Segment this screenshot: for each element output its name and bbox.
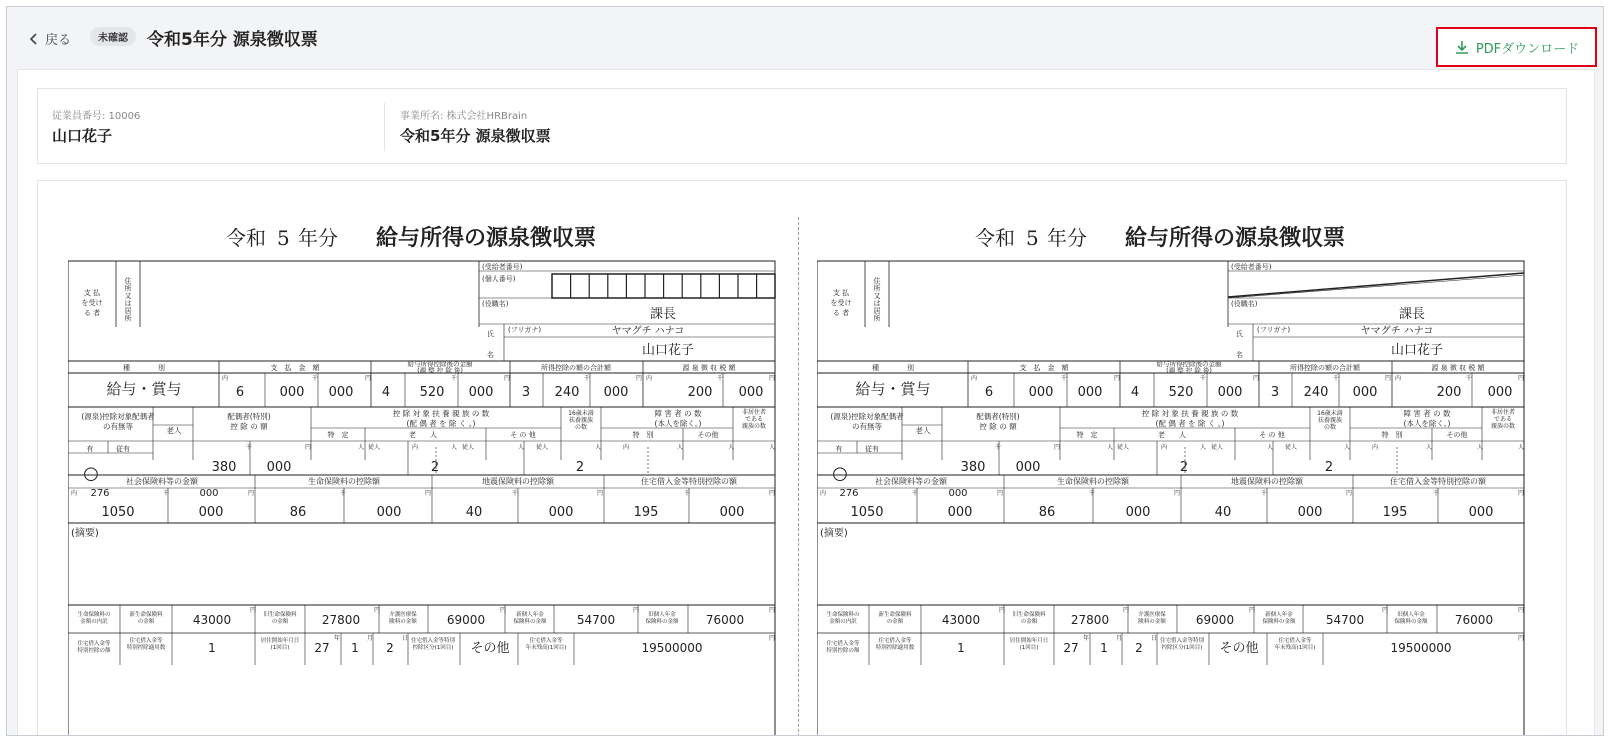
slip-unit-en: 円 — [248, 490, 255, 497]
slip-c1-label: 住宅借入金等特別控除の額 — [826, 641, 860, 654]
slip-quake-ins-yen: 000 — [548, 505, 574, 520]
slip-spouse-mark: ○ — [83, 463, 99, 484]
slip-unit-juunin: 従人 — [368, 444, 381, 451]
office-name: 事業所名: 株式会社HRBrain — [400, 111, 528, 122]
slip-b3-label: 旧生命保険料の金額 — [1012, 612, 1046, 625]
slip-furigana-label: (フリガナ) — [1257, 326, 1291, 334]
slip-unit-sen: 千 — [684, 490, 691, 497]
slip-unit-en: 円 — [997, 490, 1004, 497]
slip-c2-label: 住宅借入金等特別控除適用数 — [126, 638, 166, 651]
slip-b5-label: 新個人年金保険料の金額 — [513, 612, 547, 625]
slip-quake-ins-yen: 000 — [1297, 505, 1323, 520]
slip-disabled-label: 障 害 者 の 数(本人を除く。) — [654, 409, 702, 428]
slip-b6-value: 76000 — [1454, 613, 1494, 627]
document-name: 令和5年分 源泉徴収票 — [400, 127, 551, 145]
slip-b1-label: 生命保険料の金額の内訳 — [77, 612, 111, 625]
slip-tax-thousand: 200 — [687, 385, 713, 400]
slip-unit-nin: 人 — [1426, 444, 1433, 451]
slip-c5-label: 住宅借入金等年末残高(1回目) — [1274, 638, 1316, 651]
slip-unit-juunin: 従人 — [1211, 444, 1224, 451]
slip-c3-year: 27 — [314, 641, 330, 655]
slip-position: 課長 — [649, 307, 677, 322]
slip-unit-en: 円 — [769, 607, 776, 614]
slip-unit-en: 円 — [769, 375, 776, 382]
slip-payee-label: 支 払を受ける 者 — [81, 289, 103, 317]
slip-spouse-presence-label: (源泉)控除対象配偶者の有無等 — [830, 412, 904, 431]
slip-unit-sen: 千 — [1333, 375, 1340, 382]
divider — [384, 103, 385, 151]
slip-quake-ins-thousand: 40 — [465, 505, 483, 520]
slip-unit-juunin: 従人 — [1117, 444, 1130, 451]
slip-payment-man: 6 — [984, 385, 994, 400]
slip-after-deduction-yen: 000 — [1217, 385, 1243, 400]
slip-unit-uchi: 内 — [646, 375, 653, 382]
slip-life-ins-thousand: 86 — [289, 505, 307, 520]
pdf-download-button[interactable] — [1436, 27, 1597, 67]
slip-social-ins-thousand: 1050 — [850, 505, 884, 520]
slip-dependents-label: 控 除 対 象 扶 養 親 族 の 数(配 偶 者 を 除 く 。) — [1141, 409, 1239, 428]
slip-unit-sen: 千 — [512, 490, 519, 497]
slip-income-type: 給与・賞与 — [106, 380, 182, 398]
slip-form-title: 給与所得の源泉徴収票 — [1125, 226, 1346, 251]
slip-b4-value: 69000 — [1195, 613, 1235, 627]
slip-spouse-deduction-thousand: 380 — [960, 460, 986, 475]
slip-b2-value: 43000 — [192, 613, 232, 627]
slip-unit-sen: 千 — [163, 490, 170, 497]
slip-b4-label: 介護医療保険料の金額 — [1138, 612, 1166, 625]
slip-unit-sen: 千 — [1261, 490, 1268, 497]
slip-unit-sen: 千 — [912, 490, 919, 497]
slip-individual-no-label: (個人番号) — [482, 275, 516, 283]
slip-social-ins-label: 社会保険料等の金額 — [875, 477, 947, 486]
slip-unit-nen: 年 — [1083, 635, 1090, 642]
slip-unit-en: 円 — [1174, 490, 1181, 497]
slip-payment-thousand: 000 — [279, 385, 305, 400]
document-preview — [37, 180, 1567, 736]
slip-unit-en: 円 — [1518, 607, 1525, 614]
slip-social-ins-inner-yen: 000 — [199, 488, 219, 499]
slip-c4-value: その他 — [470, 641, 510, 656]
slip-header-total-deduction: 所得控除の額の合計額 — [541, 364, 611, 372]
slip-unit-en: 円 — [504, 375, 511, 382]
slip-yes-label: 有 — [835, 445, 843, 453]
slip-sonota2-label: その他 — [1446, 431, 1468, 439]
slip-unit-en: 円 — [365, 375, 372, 382]
slip-after-deduction-yen: 000 — [468, 385, 494, 400]
download-icon — [1454, 39, 1470, 55]
slip-unit-nin: 人 — [1200, 444, 1207, 451]
slip-unit-en: 円 — [1054, 444, 1061, 451]
slip-unit-uchi: 内 — [1372, 444, 1379, 451]
slip-unit-en: 円 — [633, 607, 640, 614]
slip-unit-nin: 人 — [1477, 444, 1484, 451]
slip-dependents-label: 控 除 対 象 扶 養 親 族 の 数(配 偶 者 を 除 く 。) — [392, 409, 490, 428]
slip-social-ins-label: 社会保険料等の金額 — [126, 477, 198, 486]
slip-social-ins-inner-thousand: 276 — [90, 488, 110, 499]
slip-unit-en: 円 — [500, 607, 507, 614]
slip-tax-thousand: 200 — [1436, 385, 1462, 400]
slip-c3-day: 2 — [1135, 641, 1143, 655]
slip-unit-en: 円 — [250, 607, 257, 614]
slip-spouse-elder-label: 老人 — [915, 426, 931, 435]
slip-unit-sen: 千 — [1089, 490, 1096, 497]
slip-unit-sen: 千 — [584, 375, 591, 382]
slip-quake-ins-thousand: 40 — [1214, 505, 1232, 520]
slip-unit-nin: 人 — [1107, 444, 1114, 451]
slip-b2-label: 新生命保険料の金額 — [129, 612, 163, 625]
slip-unit-sen: 千 — [717, 375, 724, 382]
slip-c4-label: 住宅借入金等特別控除区分(1回目) — [1159, 638, 1205, 651]
slip-name-label-1: 氏 — [1236, 330, 1243, 338]
slip-unit-sen: 千 — [995, 444, 1002, 451]
slip-life-ins-yen: 000 — [1125, 505, 1151, 520]
slip-position-label: (役職名) — [482, 300, 509, 308]
slip-social-ins-inner-yen: 000 — [948, 488, 968, 499]
slip-unit-nin: 人 — [769, 444, 776, 451]
slip-unit-uchi: 内 — [1161, 444, 1168, 451]
slip-unit-juunin: 従人 — [1285, 444, 1298, 451]
slip-furigana: ヤマグチ ハナコ — [611, 326, 685, 337]
slip-unit-uchi: 内 — [971, 375, 978, 382]
slip-unit-en: 円 — [1382, 607, 1389, 614]
slip-b5-value: 54700 — [1325, 613, 1365, 627]
slip-unit-uchi: 内 — [1395, 375, 1402, 382]
slip-c2-value: 1 — [208, 641, 216, 655]
app-window — [6, 6, 1604, 736]
slip-c4-label: 住宅借入金等特別控除区分(1回目) — [410, 638, 456, 651]
slip-era: 令和 — [975, 226, 1015, 250]
slip-unit-juunin: 従人 — [462, 444, 475, 451]
slip-unit-juunin: 従人 — [536, 444, 549, 451]
slip-total-deduction-thousand: 240 — [1303, 385, 1329, 400]
slip-c5-value: 19500000 — [1390, 641, 1452, 655]
slip-social-ins-yen: 000 — [947, 505, 973, 520]
slip-header-total-deduction: 所得控除の額の合計額 — [1290, 364, 1360, 372]
slip-unit-en: 円 — [305, 444, 312, 451]
slip-c3-year: 27 — [1063, 641, 1079, 655]
slip-form-title: 給与所得の源泉徴収票 — [376, 226, 597, 251]
slip-unit-uchi: 内 — [820, 490, 827, 497]
chevron-left-icon — [29, 33, 39, 45]
slip-sonota-label: そ の 他 — [1259, 431, 1285, 439]
slip-jyu-label: 従有 — [865, 445, 879, 453]
slip-recipient-no-label: (受給者番号) — [482, 263, 523, 271]
slip-c2-label: 住宅借入金等特別控除適用数 — [875, 638, 915, 651]
slip-b3-value: 27800 — [321, 613, 361, 627]
slip-name-label-2: 名 — [487, 351, 494, 359]
slip-total-deduction-yen: 000 — [603, 385, 629, 400]
slip-income-type: 給与・賞与 — [855, 380, 931, 398]
slip-payment-yen: 000 — [328, 385, 354, 400]
slip-nonresident-label: 非居住者である親族の数 — [741, 409, 767, 430]
slip-unit-tsuki: 月 — [367, 635, 374, 642]
slip-unit-sen: 千 — [1466, 375, 1473, 382]
copy-divider — [798, 217, 799, 736]
slip-housing-thousand: 195 — [1382, 505, 1408, 520]
slip-after-deduction-thousand: 520 — [1168, 385, 1194, 400]
employee-name: 山口花子 — [52, 127, 113, 145]
top-bar — [7, 7, 1603, 69]
slip-unit-nin: 人 — [728, 444, 735, 451]
form-line — [1228, 275, 1524, 298]
slip-elderly-count: 2 — [1179, 460, 1189, 475]
slip-unit-en: 円 — [1518, 375, 1525, 382]
slip-unit-sen: 千 — [312, 375, 319, 382]
slip-roujin-label: 老 人 — [409, 431, 437, 439]
slip-spouse-deduction-yen: 000 — [266, 460, 292, 475]
slip-spouse-special-label: 配偶者(特別)控 除 の 額 — [976, 412, 1020, 431]
slip-life-ins-yen: 000 — [376, 505, 402, 520]
slip-after-deduction-man: 4 — [381, 385, 391, 400]
slip-unit-sen: 千 — [340, 490, 347, 497]
slip-position-label: (役職名) — [1231, 300, 1258, 308]
slip-payment-thousand: 000 — [1028, 385, 1054, 400]
slip-year-suffix: 年分 — [298, 226, 338, 250]
slip-b5-value: 54700 — [576, 613, 616, 627]
slip-total-deduction-yen: 000 — [1352, 385, 1378, 400]
employee-no: 従業員番号: 10006 — [52, 111, 141, 122]
slip-payee-label: 支 払を受ける 者 — [830, 289, 852, 317]
slip-total-deduction-man: 3 — [521, 385, 531, 400]
slip-social-ins-thousand: 1050 — [101, 505, 135, 520]
slip-unit-uchi: 内 — [412, 444, 419, 451]
slip-unit-en: 円 — [1249, 607, 1256, 614]
slip-tokutei-label: 特 定 — [1076, 431, 1098, 439]
slip-furigana-label: (フリガナ) — [508, 326, 542, 334]
withholding-slip-copy-2 — [817, 215, 1527, 736]
slip-b2-value: 43000 — [941, 613, 981, 627]
slip-sonota2-label: その他 — [697, 431, 719, 439]
slip-spouse-elder-label: 老人 — [166, 426, 182, 435]
slip-summary-label: (摘要) — [71, 528, 99, 539]
slip-unit-hi: 日 — [402, 635, 409, 642]
slip-spouse-deduction-yen: 000 — [1015, 460, 1041, 475]
slip-unit-en: 円 — [1253, 375, 1260, 382]
slip-unit-hi: 日 — [1151, 635, 1158, 642]
slip-unit-en: 円 — [1346, 490, 1353, 497]
slip-furigana: ヤマグチ ハナコ — [1360, 326, 1434, 337]
slip-header-tax: 源 泉 徴 収 税 額 — [682, 364, 736, 372]
slip-unit-en: 円 — [636, 375, 643, 382]
slip-spouse-mark: ○ — [832, 463, 848, 484]
slip-life-ins-label: 生命保険料の控除額 — [1057, 477, 1129, 486]
slip-era: 令和 — [226, 226, 266, 250]
slip-elderly-count: 2 — [430, 460, 440, 475]
slip-unit-en: 円 — [1114, 375, 1121, 382]
slip-total-deduction-thousand: 240 — [554, 385, 580, 400]
slip-unit-uchi: 内 — [71, 490, 78, 497]
slip-recipient-no-label: (受給者番号) — [1231, 263, 1272, 271]
slip-after-deduction-thousand: 520 — [419, 385, 445, 400]
slip-nonresident-label: 非居住者である親族の数 — [1490, 409, 1516, 430]
slip-housing-yen: 000 — [719, 505, 745, 520]
slip-unit-sen: 千 — [1200, 375, 1207, 382]
slip-under16-count: 2 — [575, 460, 585, 475]
slip-unit-tsuki: 月 — [1116, 635, 1123, 642]
slip-header-type: 種 別 — [872, 364, 914, 372]
slip-housing-label: 住宅借入金等特別控除の額 — [1390, 477, 1486, 486]
form-line — [1228, 273, 1524, 297]
slip-unit-en: 円 — [1518, 635, 1525, 642]
slip-c3-day: 2 — [386, 641, 394, 655]
slip-c3-label: 居住開始年月日(1回目) — [260, 638, 300, 651]
status-badge: 未確認 — [90, 27, 136, 46]
slip-b2-label: 新生命保険料の金額 — [878, 612, 912, 625]
slip-name-label-1: 氏 — [487, 330, 494, 338]
slip-c3-month: 1 — [351, 641, 359, 655]
slip-under16-label: 16歳未満扶養親族の数 — [1317, 410, 1343, 431]
slip-header-after-deduction: 給与所得控除後の金額(調 整 控 除 後) — [1156, 360, 1222, 375]
slip-unit-nin: 人 — [358, 444, 365, 451]
slip-unit-en: 円 — [769, 635, 776, 642]
slip-under16-label: 16歳未満扶養親族の数 — [568, 410, 594, 431]
slip-name: 山口花子 — [1390, 343, 1444, 358]
slip-tax-yen: 000 — [738, 385, 764, 400]
slip-tokubetsu-label: 特 別 — [632, 431, 654, 439]
slip-tokubetsu-label: 特 別 — [1381, 431, 1403, 439]
slip-unit-en: 円 — [374, 607, 381, 614]
slip-social-ins-inner-thousand: 276 — [839, 488, 859, 499]
slip-c3-label: 居住開始年月日(1回目) — [1009, 638, 1049, 651]
back-button[interactable] — [29, 29, 71, 48]
slip-b6-label: 旧個人年金保険料の金額 — [1394, 612, 1428, 625]
slip-unit-en: 円 — [1518, 490, 1525, 497]
slip-unit-nin: 人 — [518, 444, 525, 451]
slip-svg — [817, 215, 1527, 736]
slip-unit-en: 円 — [769, 490, 776, 497]
slip-b4-label: 介護医療保険料の金額 — [389, 612, 417, 625]
slip-quake-ins-label: 地震保険料の控除額 — [1231, 477, 1303, 486]
slip-yes-label: 有 — [86, 445, 94, 453]
slip-social-ins-yen: 000 — [198, 505, 224, 520]
slip-unit-en: 円 — [425, 490, 432, 497]
slip-c5-value: 19500000 — [641, 641, 703, 655]
slip-header-after-deduction: 給与所得控除後の金額(調 整 控 除 後) — [407, 360, 473, 375]
slip-year: 5 — [1026, 226, 1039, 250]
slip-unit-uchi: 内 — [623, 444, 630, 451]
slip-unit-sen: 千 — [1061, 375, 1068, 382]
slip-total-deduction-man: 3 — [1270, 385, 1280, 400]
employee-info-card — [37, 88, 1567, 164]
slip-unit-nin: 人 — [677, 444, 684, 451]
slip-unit-nen: 年 — [334, 635, 341, 642]
slip-housing-label: 住宅借入金等特別控除の額 — [641, 477, 737, 486]
slip-name-label-2: 名 — [1236, 351, 1243, 359]
slip-b4-value: 69000 — [446, 613, 486, 627]
slip-payment-man: 6 — [235, 385, 245, 400]
slip-c4-value: その他 — [1219, 641, 1259, 656]
slip-b3-value: 27800 — [1070, 613, 1110, 627]
slip-unit-uchi: 内 — [222, 375, 229, 382]
slip-spouse-deduction-thousand: 380 — [211, 460, 237, 475]
slip-c5-label: 住宅借入金等年末残高(1回目) — [525, 638, 567, 651]
slip-spouse-special-label: 配偶者(特別)控 除 の 額 — [227, 412, 271, 431]
slip-under16-count: 2 — [1324, 460, 1334, 475]
slip-unit-en: 円 — [999, 607, 1006, 614]
slip-b3-label: 旧生命保険料の金額 — [263, 612, 297, 625]
slip-life-ins-label: 生命保険料の控除額 — [308, 477, 380, 486]
withholding-slip-copy-1 — [68, 215, 778, 736]
slip-life-ins-thousand: 86 — [1038, 505, 1056, 520]
slip-jyu-label: 従有 — [116, 445, 130, 453]
slip-unit-nin: 人 — [1267, 444, 1274, 451]
slip-position: 課長 — [1398, 307, 1426, 322]
slip-unit-nin: 人 — [1344, 444, 1351, 451]
slip-sonota-label: そ の 他 — [510, 431, 536, 439]
slip-unit-nin: 人 — [1518, 444, 1525, 451]
pdf-download-label: PDFダウンロード — [1475, 41, 1580, 57]
slip-address-label: 住所又は居所 — [124, 277, 132, 323]
slip-b6-label: 旧個人年金保険料の金額 — [645, 612, 679, 625]
slip-b1-label: 生命保険料の金額の内訳 — [826, 612, 860, 625]
slip-c2-value: 1 — [957, 641, 965, 655]
slip-b5-label: 新個人年金保険料の金額 — [1262, 612, 1296, 625]
slip-unit-nin: 人 — [595, 444, 602, 451]
slip-unit-sen: 千 — [246, 444, 253, 451]
main-content — [17, 69, 1595, 736]
slip-disabled-label: 障 害 者 の 数(本人を除く。) — [1403, 409, 1451, 428]
slip-unit-en: 円 — [1123, 607, 1130, 614]
slip-summary-label: (摘要) — [820, 528, 848, 539]
slip-quake-ins-label: 地震保険料の控除額 — [482, 477, 554, 486]
slip-address-label: 住所又は居所 — [873, 277, 881, 323]
slip-unit-en: 円 — [597, 490, 604, 497]
slip-c1-label: 住宅借入金等特別控除の額 — [77, 641, 111, 654]
slip-after-deduction-man: 4 — [1130, 385, 1140, 400]
slip-housing-yen: 000 — [1468, 505, 1494, 520]
slip-year: 5 — [277, 226, 290, 250]
back-label: 戻る — [45, 33, 72, 48]
slip-svg — [68, 215, 778, 736]
slip-b6-value: 76000 — [705, 613, 745, 627]
slip-header-payment: 支 払 金 額 — [1019, 364, 1069, 372]
slip-c3-month: 1 — [1100, 641, 1108, 655]
slip-spouse-presence-label: (源泉)控除対象配偶者の有無等 — [81, 412, 155, 431]
slip-payment-yen: 000 — [1077, 385, 1103, 400]
slip-tokutei-label: 特 定 — [327, 431, 349, 439]
slip-header-payment: 支 払 金 額 — [270, 364, 320, 372]
slip-unit-nin: 人 — [451, 444, 458, 451]
slip-header-tax: 源 泉 徴 収 税 額 — [1431, 364, 1485, 372]
slip-header-type: 種 別 — [123, 364, 165, 372]
slip-unit-sen: 千 — [451, 375, 458, 382]
slip-housing-thousand: 195 — [633, 505, 659, 520]
slip-unit-en: 円 — [1385, 375, 1392, 382]
slip-tax-yen: 000 — [1487, 385, 1513, 400]
page-title: 令和5年分 源泉徴収票 — [147, 30, 318, 50]
slip-roujin-label: 老 人 — [1158, 431, 1186, 439]
slip-unit-sen: 千 — [1433, 490, 1440, 497]
slip-year-suffix: 年分 — [1047, 226, 1087, 250]
slip-name: 山口花子 — [641, 343, 695, 358]
